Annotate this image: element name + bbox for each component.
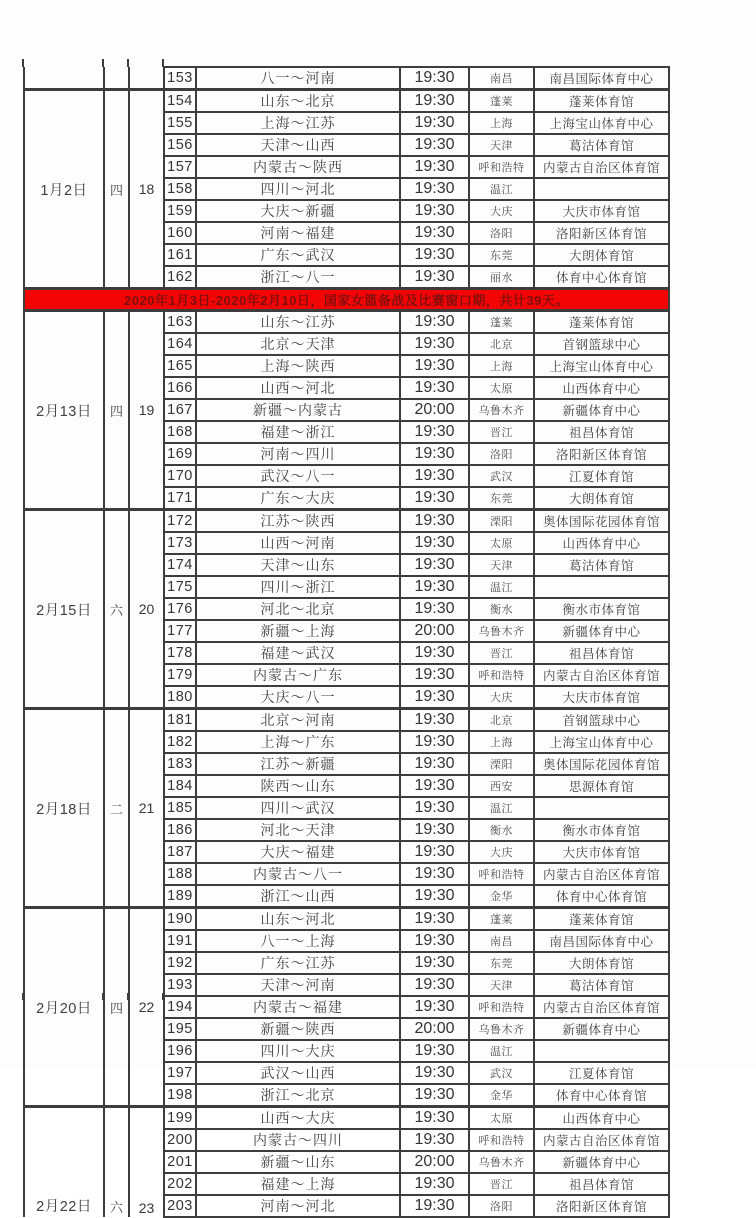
venue-cell: 蓬莱体育馆 [534, 90, 669, 113]
match-number-cell: 201 [164, 1151, 196, 1173]
city-cell: 温江 [469, 797, 534, 819]
city-cell: 呼和浩特 [469, 664, 534, 686]
matchup-cell: 上海～江苏 [196, 112, 400, 134]
time-cell: 19:30 [400, 686, 469, 709]
time-cell: 19:30 [400, 753, 469, 775]
city-cell: 金华 [469, 1084, 534, 1107]
matchup-cell: 八一～上海 [196, 930, 400, 952]
matchup-cell: 浙江～北京 [196, 1084, 400, 1107]
venue-cell: 大朗体育馆 [534, 244, 669, 266]
venue-cell: 新疆体育中心 [534, 620, 669, 642]
match-number-cell: 183 [164, 753, 196, 775]
venue-cell: 祖昌体育馆 [534, 421, 669, 443]
city-cell: 洛阳 [469, 1195, 534, 1217]
time-cell: 19:30 [400, 90, 469, 113]
city-cell: 呼和浩特 [469, 1129, 534, 1151]
matchup-cell: 武汉～山西 [196, 1062, 400, 1084]
venue-cell: 衡水市体育馆 [534, 819, 669, 841]
matchup-cell: 新疆～上海 [196, 620, 400, 642]
time-cell: 19:30 [400, 112, 469, 134]
time-cell: 19:30 [400, 642, 469, 664]
city-cell: 上海 [469, 112, 534, 134]
matchup-cell: 北京～河南 [196, 709, 400, 732]
city-cell: 呼和浩特 [469, 996, 534, 1018]
match-number-cell: 172 [164, 510, 196, 533]
city-cell: 温江 [469, 178, 534, 200]
matchup-cell: 八一～河南 [196, 67, 400, 90]
venue-cell: 山西体育中心 [534, 1107, 669, 1130]
matchup-cell: 大庆～新疆 [196, 200, 400, 222]
match-number-cell: 178 [164, 642, 196, 664]
time-cell: 19:30 [400, 1107, 469, 1130]
venue-cell: 内蒙古自治区体育馆 [534, 996, 669, 1018]
matchup-cell: 天津～河南 [196, 974, 400, 996]
round-cell: 18 [129, 90, 164, 289]
time-cell: 19:30 [400, 974, 469, 996]
time-cell: 19:30 [400, 67, 469, 90]
match-number-cell: 200 [164, 1129, 196, 1151]
matchup-cell: 广东～江苏 [196, 952, 400, 974]
match-number-cell: 171 [164, 487, 196, 510]
matchup-cell: 河南～福建 [196, 222, 400, 244]
venue-cell: 首钢篮球中心 [534, 333, 669, 355]
date-cell: 2月18日 [24, 709, 104, 908]
city-cell: 洛阳 [469, 222, 534, 244]
matchup-cell: 大庆～福建 [196, 841, 400, 863]
time-cell: 19:30 [400, 709, 469, 732]
match-number-cell: 155 [164, 112, 196, 134]
time-cell: 19:30 [400, 1040, 469, 1062]
matchup-cell: 河南～四川 [196, 443, 400, 465]
venue-cell: 奥体国际花园体育馆 [534, 753, 669, 775]
schedule-table-body [24, 67, 669, 1217]
city-cell: 南昌 [469, 930, 534, 952]
city-cell: 天津 [469, 554, 534, 576]
time-cell: 19:30 [400, 1173, 469, 1195]
match-number-cell: 166 [164, 377, 196, 399]
match-number-cell: 158 [164, 178, 196, 200]
match-number-cell: 154 [164, 90, 196, 113]
city-cell: 东莞 [469, 244, 534, 266]
matchup-cell: 广东～武汉 [196, 244, 400, 266]
round-cell [129, 67, 164, 90]
match-number-cell: 185 [164, 797, 196, 819]
matchup-cell: 内蒙古～四川 [196, 1129, 400, 1151]
venue-cell: 祖昌体育馆 [534, 1173, 669, 1195]
match-number-cell: 162 [164, 266, 196, 289]
window-banner-row [24, 289, 669, 311]
match-number-cell: 202 [164, 1173, 196, 1195]
matchup-cell: 山西～河南 [196, 532, 400, 554]
match-number-cell: 175 [164, 576, 196, 598]
city-cell: 太原 [469, 1107, 534, 1130]
time-cell: 19:30 [400, 1062, 469, 1084]
match-number-cell: 194 [164, 996, 196, 1018]
city-cell: 丽水 [469, 266, 534, 289]
city-cell: 蓬莱 [469, 311, 534, 334]
time-cell: 19:30 [400, 1129, 469, 1151]
matchup-cell: 北京～天津 [196, 333, 400, 355]
venue-cell: 洛阳新区体育馆 [534, 443, 669, 465]
city-cell: 上海 [469, 355, 534, 377]
time-cell: 19:30 [400, 465, 469, 487]
weekday-cell: 六 [104, 510, 129, 709]
matchup-cell: 武汉～八一 [196, 465, 400, 487]
time-cell: 19:30 [400, 178, 469, 200]
city-cell: 晋江 [469, 1173, 534, 1195]
time-cell: 19:30 [400, 775, 469, 797]
date-cell [24, 67, 104, 90]
matchup-cell: 四川～浙江 [196, 576, 400, 598]
matchup-cell: 福建～上海 [196, 1173, 400, 1195]
time-cell: 19:30 [400, 355, 469, 377]
match-number-cell: 163 [164, 311, 196, 334]
time-cell: 19:30 [400, 244, 469, 266]
city-cell: 大庆 [469, 841, 534, 863]
time-cell: 19:30 [400, 664, 469, 686]
match-number-cell: 169 [164, 443, 196, 465]
weekday-cell [104, 67, 129, 90]
venue-cell: 山西体育中心 [534, 532, 669, 554]
match-row [24, 311, 669, 334]
venue-cell: 江夏体育馆 [534, 1062, 669, 1084]
time-cell: 19:30 [400, 200, 469, 222]
city-cell: 南昌 [469, 67, 534, 90]
match-number-cell: 181 [164, 709, 196, 732]
venue-cell: 思源体育馆 [534, 775, 669, 797]
time-cell: 19:30 [400, 443, 469, 465]
match-number-cell: 160 [164, 222, 196, 244]
match-number-cell: 168 [164, 421, 196, 443]
date-cell: 2月13日 [24, 311, 104, 510]
matchup-cell: 内蒙古～八一 [196, 863, 400, 885]
match-number-cell: 189 [164, 885, 196, 908]
matchup-cell: 江苏～新疆 [196, 753, 400, 775]
city-cell: 武汉 [469, 465, 534, 487]
match-number-cell: 191 [164, 930, 196, 952]
city-cell: 乌鲁木齐 [469, 1151, 534, 1173]
time-cell: 19:30 [400, 532, 469, 554]
round-cell: 23 [129, 1107, 164, 1218]
time-cell: 19:30 [400, 510, 469, 533]
matchup-cell: 山西～河北 [196, 377, 400, 399]
city-cell: 大庆 [469, 200, 534, 222]
time-cell: 19:30 [400, 930, 469, 952]
date-cell: 2月22日 [24, 1107, 104, 1218]
match-number-cell: 170 [164, 465, 196, 487]
venue-cell: 蓬莱体育馆 [534, 908, 669, 931]
venue-cell: 体育中心体育馆 [534, 266, 669, 289]
match-number-cell: 157 [164, 156, 196, 178]
match-row [24, 510, 669, 533]
time-cell: 19:30 [400, 996, 469, 1018]
venue-cell: 体育中心体育馆 [534, 885, 669, 908]
time-cell: 19:30 [400, 487, 469, 510]
venue-cell: 大庆市体育馆 [534, 200, 669, 222]
match-number-cell: 184 [164, 775, 196, 797]
match-row [24, 90, 669, 113]
matchup-cell: 新疆～内蒙古 [196, 399, 400, 421]
match-row [24, 1107, 669, 1130]
city-cell: 北京 [469, 709, 534, 732]
matchup-cell: 山西～大庆 [196, 1107, 400, 1130]
matchup-cell: 浙江～山西 [196, 885, 400, 908]
matchup-cell: 浙江～八一 [196, 266, 400, 289]
match-row [24, 908, 669, 931]
time-cell: 19:30 [400, 841, 469, 863]
time-cell: 19:30 [400, 1195, 469, 1217]
schedule-table [23, 66, 670, 1218]
match-number-cell: 153 [164, 67, 196, 90]
time-cell: 19:30 [400, 885, 469, 908]
round-cell: 21 [129, 709, 164, 908]
matchup-cell: 新疆～陕西 [196, 1018, 400, 1040]
city-cell: 大庆 [469, 686, 534, 709]
time-cell: 19:30 [400, 554, 469, 576]
match-number-cell: 198 [164, 1084, 196, 1107]
city-cell: 西安 [469, 775, 534, 797]
matchup-cell: 天津～山西 [196, 134, 400, 156]
date-cell: 2月20日 [24, 908, 104, 1107]
venue-cell: 内蒙古自治区体育馆 [534, 1129, 669, 1151]
round-cell: 20 [129, 510, 164, 709]
city-cell: 太原 [469, 377, 534, 399]
time-cell: 19:30 [400, 421, 469, 443]
venue-cell: 上海宝山体育中心 [534, 731, 669, 753]
match-number-cell: 193 [164, 974, 196, 996]
venue-cell: 大庆市体育馆 [534, 841, 669, 863]
match-row [24, 67, 669, 90]
venue-cell: 葛沽体育馆 [534, 554, 669, 576]
match-number-cell: 165 [164, 355, 196, 377]
matchup-cell: 陕西～山东 [196, 775, 400, 797]
venue-cell: 首钢篮球中心 [534, 709, 669, 732]
matchup-cell: 广东～大庆 [196, 487, 400, 510]
city-cell: 衡水 [469, 819, 534, 841]
match-number-cell: 199 [164, 1107, 196, 1130]
city-cell: 太原 [469, 532, 534, 554]
venue-cell [534, 178, 669, 200]
time-cell: 19:30 [400, 134, 469, 156]
match-number-cell: 156 [164, 134, 196, 156]
time-cell: 19:30 [400, 377, 469, 399]
venue-cell: 南昌国际体育中心 [534, 930, 669, 952]
time-cell: 19:30 [400, 266, 469, 289]
venue-cell: 洛阳新区体育馆 [534, 222, 669, 244]
venue-cell: 内蒙古自治区体育馆 [534, 664, 669, 686]
match-number-cell: 174 [164, 554, 196, 576]
match-row [24, 709, 669, 732]
venue-cell [534, 576, 669, 598]
time-cell: 19:30 [400, 952, 469, 974]
venue-cell: 葛沽体育馆 [534, 974, 669, 996]
matchup-cell: 四川～河北 [196, 178, 400, 200]
city-cell: 天津 [469, 134, 534, 156]
time-cell: 19:30 [400, 333, 469, 355]
city-cell: 温江 [469, 1040, 534, 1062]
matchup-cell: 内蒙古～陕西 [196, 156, 400, 178]
matchup-cell: 内蒙古～福建 [196, 996, 400, 1018]
venue-cell: 祖昌体育馆 [534, 642, 669, 664]
date-cell: 1月2日 [24, 90, 104, 289]
time-cell: 19:30 [400, 576, 469, 598]
round-cell: 22 [129, 908, 164, 1107]
time-cell: 19:30 [400, 1084, 469, 1107]
venue-cell: 上海宝山体育中心 [534, 112, 669, 134]
matchup-cell: 福建～浙江 [196, 421, 400, 443]
matchup-cell: 山东～北京 [196, 90, 400, 113]
matchup-cell: 大庆～八一 [196, 686, 400, 709]
city-cell: 衡水 [469, 598, 534, 620]
time-cell: 20:00 [400, 1151, 469, 1173]
city-cell: 呼和浩特 [469, 156, 534, 178]
venue-cell: 大朗体育馆 [534, 487, 669, 510]
venue-cell: 内蒙古自治区体育馆 [534, 863, 669, 885]
venue-cell: 洛阳新区体育馆 [534, 1195, 669, 1217]
matchup-cell: 新疆～山东 [196, 1151, 400, 1173]
time-cell: 19:30 [400, 311, 469, 334]
venue-cell: 南昌国际体育中心 [534, 67, 669, 90]
match-number-cell: 176 [164, 598, 196, 620]
time-cell: 19:30 [400, 819, 469, 841]
venue-cell: 衡水市体育馆 [534, 598, 669, 620]
venue-cell: 葛沽体育馆 [534, 134, 669, 156]
city-cell: 乌鲁木齐 [469, 1018, 534, 1040]
venue-cell: 上海宝山体育中心 [534, 355, 669, 377]
venue-cell: 新疆体育中心 [534, 1151, 669, 1173]
weekday-cell: 六 [104, 1107, 129, 1218]
match-number-cell: 203 [164, 1195, 196, 1217]
match-number-cell: 177 [164, 620, 196, 642]
match-number-cell: 190 [164, 908, 196, 931]
venue-cell: 江夏体育馆 [534, 465, 669, 487]
match-number-cell: 182 [164, 731, 196, 753]
matchup-cell: 上海～陕西 [196, 355, 400, 377]
matchup-cell: 福建～武汉 [196, 642, 400, 664]
date-cell: 2月15日 [24, 510, 104, 709]
matchup-cell: 河北～天津 [196, 819, 400, 841]
venue-cell: 大庆市体育馆 [534, 686, 669, 709]
match-number-cell: 159 [164, 200, 196, 222]
city-cell: 温江 [469, 576, 534, 598]
matchup-cell: 内蒙古～广东 [196, 664, 400, 686]
match-number-cell: 164 [164, 333, 196, 355]
city-cell: 蓬莱 [469, 908, 534, 931]
venue-cell [534, 797, 669, 819]
city-cell: 上海 [469, 731, 534, 753]
matchup-cell: 上海～广东 [196, 731, 400, 753]
match-number-cell: 197 [164, 1062, 196, 1084]
city-cell: 蓬莱 [469, 90, 534, 113]
match-number-cell: 187 [164, 841, 196, 863]
weekday-cell: 四 [104, 311, 129, 510]
weekday-cell: 四 [104, 908, 129, 1107]
venue-cell [534, 1040, 669, 1062]
time-cell: 19:30 [400, 863, 469, 885]
time-cell: 20:00 [400, 620, 469, 642]
city-cell: 乌鲁木齐 [469, 620, 534, 642]
match-number-cell: 180 [164, 686, 196, 709]
venue-cell: 奥体国际花园体育馆 [534, 510, 669, 533]
city-cell: 溧阳 [469, 753, 534, 775]
city-cell: 东莞 [469, 487, 534, 510]
matchup-cell: 四川～大庆 [196, 1040, 400, 1062]
matchup-cell: 江苏～陕西 [196, 510, 400, 533]
match-number-cell: 196 [164, 1040, 196, 1062]
city-cell: 金华 [469, 885, 534, 908]
venue-cell: 体育中心体育馆 [534, 1084, 669, 1107]
city-cell: 北京 [469, 333, 534, 355]
city-cell: 呼和浩特 [469, 863, 534, 885]
venue-cell: 内蒙古自治区体育馆 [534, 156, 669, 178]
weekday-cell: 二 [104, 709, 129, 908]
time-cell: 19:30 [400, 908, 469, 931]
matchup-cell: 河北～北京 [196, 598, 400, 620]
city-cell: 晋江 [469, 421, 534, 443]
time-cell: 19:30 [400, 797, 469, 819]
time-cell: 19:30 [400, 598, 469, 620]
city-cell: 乌鲁木齐 [469, 399, 534, 421]
window-period-banner: 2020年1月3日-2020年2月10日，国家女篮备战及比赛窗口期，共计39天。 [24, 289, 669, 311]
time-cell: 19:30 [400, 731, 469, 753]
matchup-cell: 河南～河北 [196, 1195, 400, 1217]
matchup-cell: 天津～山东 [196, 554, 400, 576]
matchup-cell: 山东～河北 [196, 908, 400, 931]
city-cell: 武汉 [469, 1062, 534, 1084]
match-number-cell: 186 [164, 819, 196, 841]
venue-cell: 山西体育中心 [534, 377, 669, 399]
match-number-cell: 192 [164, 952, 196, 974]
city-cell: 洛阳 [469, 443, 534, 465]
matchup-cell: 山东～江苏 [196, 311, 400, 334]
city-cell: 晋江 [469, 642, 534, 664]
venue-cell: 大朗体育馆 [534, 952, 669, 974]
match-number-cell: 161 [164, 244, 196, 266]
match-number-cell: 179 [164, 664, 196, 686]
matchup-cell: 四川～武汉 [196, 797, 400, 819]
match-number-cell: 195 [164, 1018, 196, 1040]
match-number-cell: 173 [164, 532, 196, 554]
time-cell: 20:00 [400, 399, 469, 421]
city-cell: 东莞 [469, 952, 534, 974]
match-number-cell: 188 [164, 863, 196, 885]
venue-cell: 蓬莱体育馆 [534, 311, 669, 334]
city-cell: 天津 [469, 974, 534, 996]
time-cell: 20:00 [400, 1018, 469, 1040]
match-number-cell: 167 [164, 399, 196, 421]
weekday-cell: 四 [104, 90, 129, 289]
time-cell: 19:30 [400, 156, 469, 178]
round-cell: 19 [129, 311, 164, 510]
venue-cell: 新疆体育中心 [534, 1018, 669, 1040]
time-cell: 19:30 [400, 222, 469, 244]
venue-cell: 新疆体育中心 [534, 399, 669, 421]
city-cell: 溧阳 [469, 510, 534, 533]
